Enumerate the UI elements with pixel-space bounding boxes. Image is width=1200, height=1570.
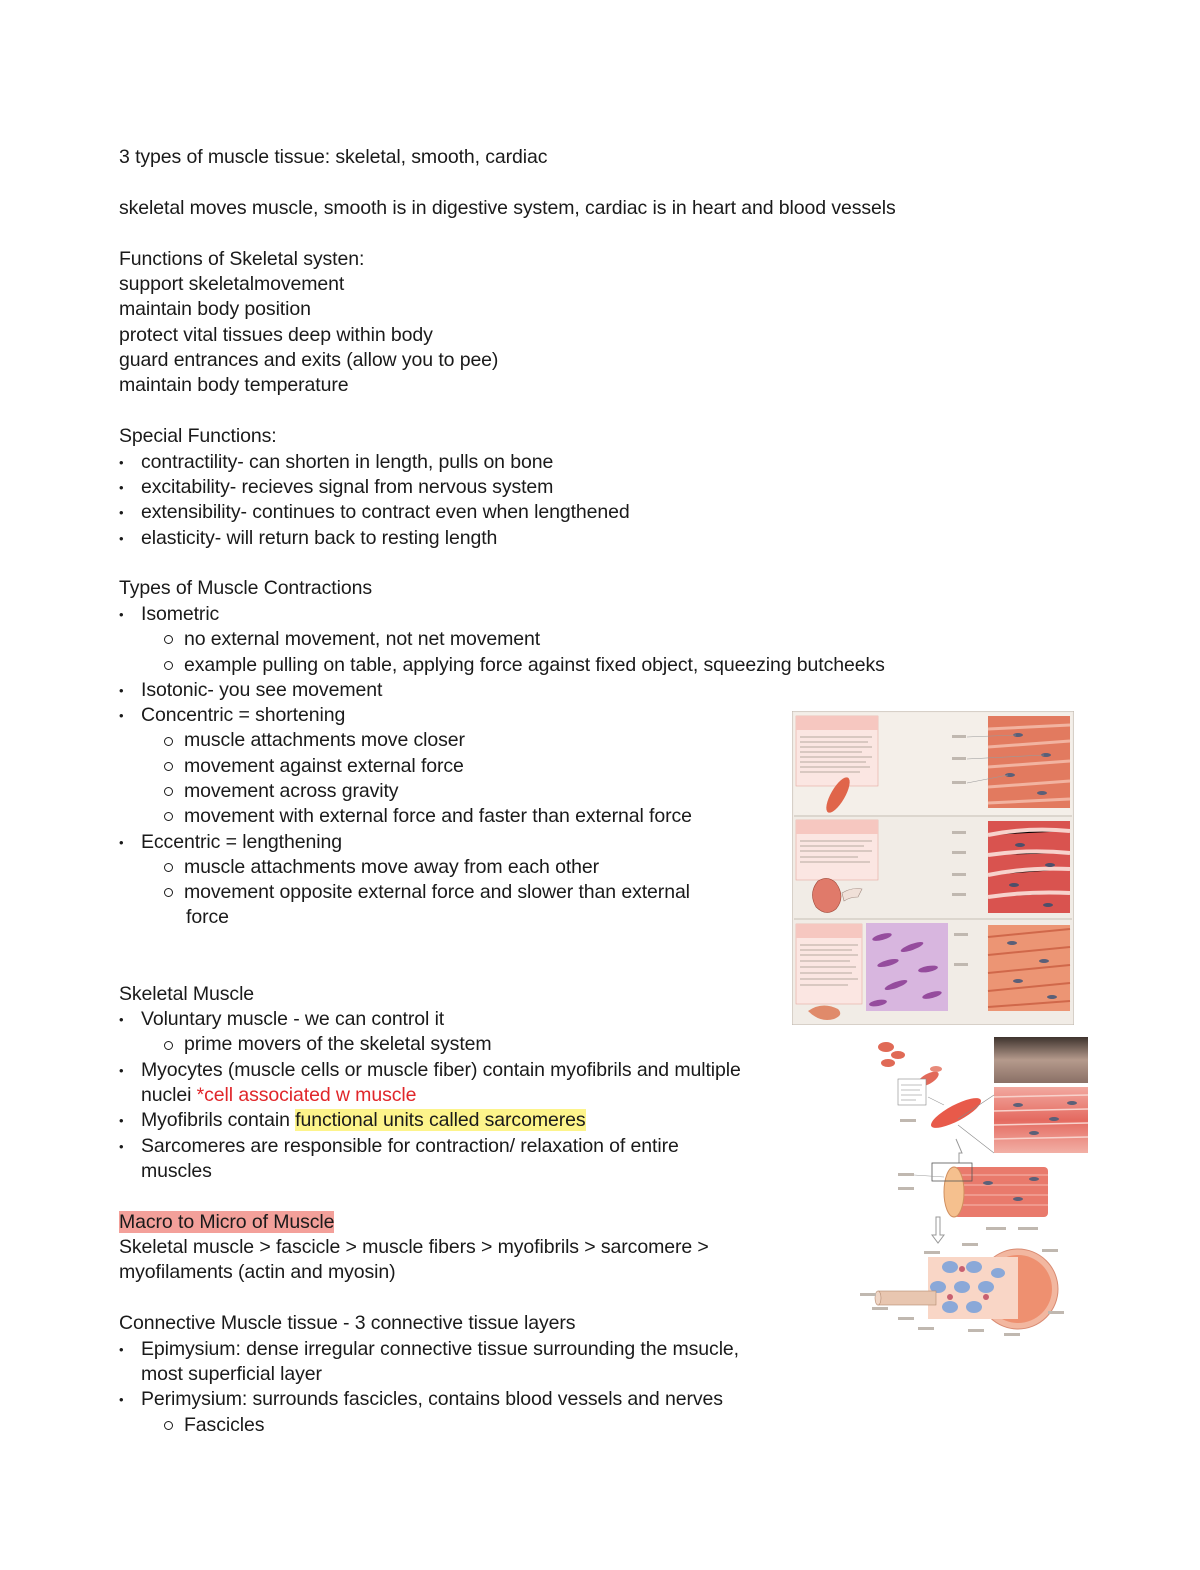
- eccentric-sub-item-continued: force: [186, 906, 229, 928]
- bullet-icon: •: [119, 835, 124, 850]
- function-item: protect vital tissues deep within body: [119, 324, 433, 346]
- myocytes-item: Myocytes (muscle cells or muscle fiber) contain myofibrils and multiple: [141, 1059, 741, 1081]
- isometric-sub-item: example pulling on table, applying force against fixed object, squeezing butcheeks: [184, 654, 885, 676]
- macro-line-continued: myofilaments (actin and myosin): [119, 1261, 396, 1283]
- eccentric-sub-item: muscle attachments move away from each other: [184, 856, 600, 878]
- prime-movers-item: prime movers of the skeletal system: [184, 1033, 492, 1055]
- muscle-tissue-types-illustration: [792, 711, 1074, 1025]
- concentric-sub-item: movement with external force and faster than external force: [184, 805, 692, 827]
- bullet-icon: •: [119, 1012, 124, 1027]
- muscle-organization-figure: [858, 1035, 1090, 1340]
- special-item: extensibility- continues to contract even when lengthened: [141, 501, 630, 523]
- circle-bullet-icon: [164, 812, 173, 821]
- special-heading: Special Functions:: [119, 425, 277, 447]
- circle-bullet-icon: [164, 661, 173, 670]
- circle-bullet-icon: [164, 762, 173, 771]
- functions-heading: Functions of Skeletal systen:: [119, 248, 365, 270]
- bullet-icon: •: [119, 1342, 124, 1357]
- concentric-sub-item: movement across gravity: [184, 780, 399, 802]
- bullet-icon: •: [119, 683, 124, 698]
- bullet-icon: •: [119, 455, 124, 470]
- special-item: elasticity- will return back to resting length: [141, 527, 498, 549]
- circle-bullet-icon: [164, 888, 173, 897]
- circle-bullet-icon: [164, 787, 173, 796]
- red-note: *cell associated w muscle: [196, 1084, 417, 1106]
- bullet-icon: •: [119, 607, 124, 622]
- concentric-sub-item: muscle attachments move closer: [184, 729, 465, 751]
- intro-line: 3 types of muscle tissue: skeletal, smooth, cardiac: [119, 146, 548, 168]
- bullet-icon: •: [119, 708, 124, 723]
- circle-bullet-icon: [164, 863, 173, 872]
- muscle-tissue-types-figure: [792, 711, 1074, 1025]
- contractions-heading: Types of Muscle Contractions: [119, 577, 372, 599]
- function-item: maintain body temperature: [119, 374, 349, 396]
- function-item: support skeletalmovement: [119, 273, 345, 295]
- function-item: maintain body position: [119, 298, 311, 320]
- special-item: contractility- can shorten in length, pulls on bone: [141, 451, 554, 473]
- epimysium-item: Epimysium: dense irregular connective tissue surrounding the msucle,: [141, 1338, 739, 1360]
- red-highlight-text: Macro to Micro of Muscle: [119, 1211, 335, 1233]
- skeletal-heading: Skeletal Muscle: [119, 983, 255, 1005]
- function-item: guard entrances and exits (allow you to pee): [119, 349, 499, 371]
- macro-heading: [119, 1210, 334, 1235]
- eccentric-item: Eccentric = lengthening: [141, 831, 342, 853]
- myofibrils-item: [141, 1108, 586, 1133]
- isometric-sub-item: no external movement, not net movement: [184, 628, 541, 650]
- connective-heading: Connective Muscle tissue - 3 connective tissue layers: [119, 1312, 576, 1334]
- sarcomeres-item: Sarcomeres are responsible for contraction/ relaxation of entire: [141, 1135, 679, 1157]
- circle-bullet-icon: [164, 1421, 173, 1430]
- sarcomeres-item-continued: muscles: [141, 1160, 212, 1182]
- circle-bullet-icon: [164, 737, 173, 746]
- eccentric-sub-item: movement opposite external force and slower than external: [184, 881, 690, 903]
- muscle-organization-illustration: [858, 1035, 1090, 1340]
- macro-line: Skeletal muscle > fascicle > muscle fibers > myofibrils > sarcomere >: [119, 1236, 709, 1258]
- bullet-icon: •: [119, 505, 124, 520]
- circle-bullet-icon: [164, 635, 173, 644]
- voluntary-item: Voluntary muscle - we can control it: [141, 1008, 445, 1030]
- intro-line-2: skeletal moves muscle, smooth is in digestive system, cardiac is in heart and blood vessels: [119, 197, 896, 219]
- isometric-item: Isometric: [141, 603, 220, 625]
- epimysium-item-continued: most superficial layer: [141, 1363, 322, 1385]
- bullet-icon: •: [119, 1392, 124, 1407]
- myocytes-text: nuclei: [141, 1084, 197, 1106]
- bullet-icon: •: [119, 1063, 124, 1078]
- bullet-icon: •: [119, 1139, 124, 1154]
- myofibrils-text: Myofibrils contain: [141, 1109, 296, 1131]
- bullet-icon: •: [119, 1113, 124, 1128]
- concentric-item: Concentric = shortening: [141, 704, 346, 726]
- myocytes-item-continued: [141, 1083, 416, 1108]
- bullet-icon: •: [119, 480, 124, 495]
- perimysium-item: Perimysium: surrounds fascicles, contains blood vessels and nerves: [141, 1388, 723, 1410]
- yellow-highlight-text: functional units called sarcomeres: [295, 1109, 586, 1131]
- circle-bullet-icon: [164, 1041, 173, 1050]
- concentric-sub-item: movement against external force: [184, 755, 464, 777]
- bullet-icon: •: [119, 531, 124, 546]
- special-item: excitability- recieves signal from nervous system: [141, 476, 554, 498]
- isotonic-item: Isotonic- you see movement: [141, 679, 383, 701]
- fascicles-item: Fascicles: [184, 1414, 265, 1436]
